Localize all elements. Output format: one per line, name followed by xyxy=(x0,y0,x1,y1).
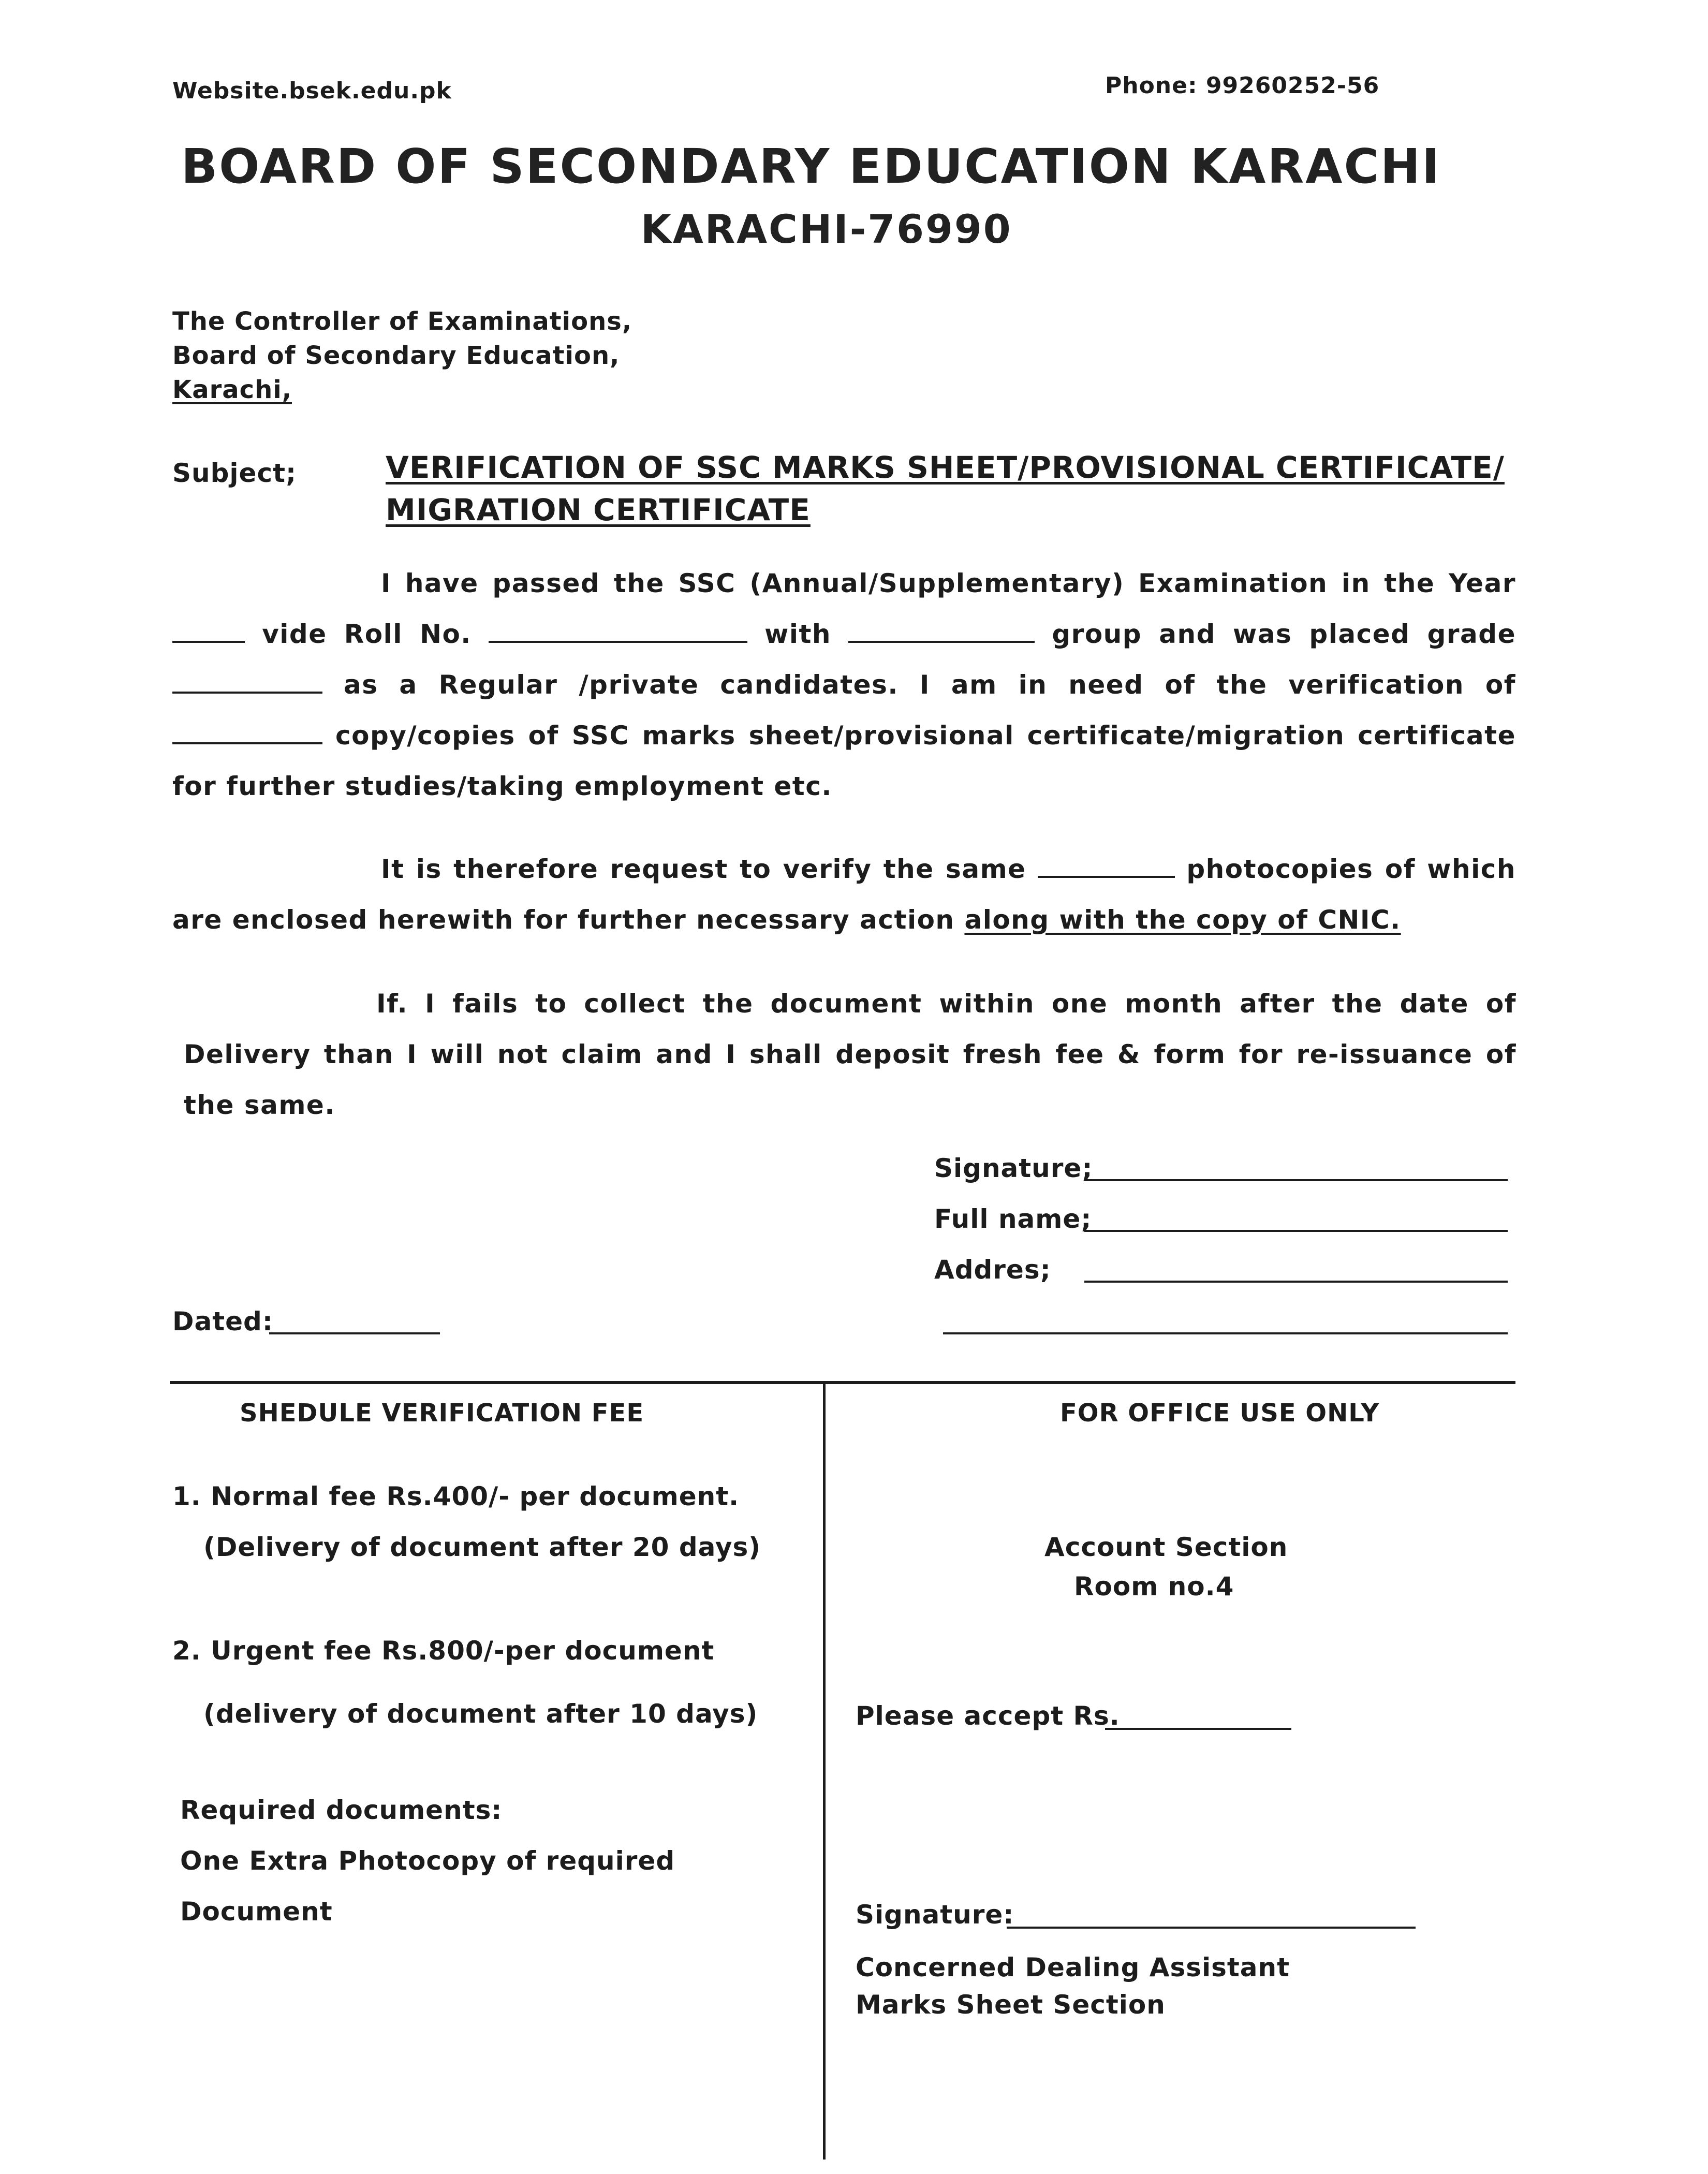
signature-label: Signature; xyxy=(934,1153,1093,1183)
dated-line[interactable] xyxy=(269,1332,440,1334)
cnic-note: along with the copy of CNIC. xyxy=(964,905,1401,935)
address-line-1[interactable] xyxy=(1084,1281,1508,1283)
office-signature-label: Signature: xyxy=(856,1900,1014,1930)
group-blank xyxy=(848,617,1035,643)
paragraph-verification-request xyxy=(172,844,1516,945)
table-column-divider xyxy=(823,1383,826,2160)
marks-sheet-section-text: Marks Sheet Section xyxy=(856,1990,1166,2020)
address-label: Addres; xyxy=(934,1255,1051,1285)
p1-text-a: I have passed the SSC (Annual/Supplementary) Examination in the Year xyxy=(381,568,1516,598)
paragraph-exam-details xyxy=(172,558,1516,812)
required-documents-line-2: Document xyxy=(180,1897,333,1927)
website-text: Website.bsek.edu.pk xyxy=(172,78,452,104)
page-title: BOARD OF SECONDARY EDUCATION KARACHI xyxy=(181,139,1441,194)
page-subtitle: KARACHI-76990 xyxy=(641,206,1012,252)
signature-line[interactable] xyxy=(1084,1179,1508,1181)
p1-text-d: group and was placed grade xyxy=(1052,619,1516,649)
addressee-block xyxy=(172,304,632,407)
paragraph-collection-note xyxy=(184,978,1516,1130)
p2-text-b: photocopies of which are enclosed herewith for further necessary action xyxy=(172,854,1516,935)
p3-text: If. I fails to collect the document within one month after the date of Delivery than I will not claim and I shall deposit fresh fee & form for re-issuance of the same. xyxy=(184,989,1516,1120)
fee-item-normal: 1. Normal fee Rs.400/- per document. xyxy=(172,1481,740,1511)
fee-schedule-heading: SHEDULE VERIFICATION FEE xyxy=(240,1399,644,1428)
account-section-text: Account Section xyxy=(1044,1532,1288,1562)
addressee-line-1: The Controller of Examinations, xyxy=(172,307,632,336)
phone-text: Phone: 99260252-56 xyxy=(1105,72,1380,99)
office-signature-line[interactable] xyxy=(1007,1927,1416,1929)
fullname-label: Full name; xyxy=(934,1204,1092,1234)
addressee-line-3: Karachi, xyxy=(172,375,292,404)
required-documents-label: Required documents: xyxy=(180,1795,503,1825)
subject-label: Subject; xyxy=(172,458,297,488)
table-top-rule xyxy=(170,1381,1515,1384)
subject-text xyxy=(386,446,1505,531)
copies-blank xyxy=(172,718,322,744)
year-blank xyxy=(172,617,245,643)
same-blank xyxy=(1038,852,1175,878)
p1-text-c: with xyxy=(764,619,831,649)
room-number-text: Room no.4 xyxy=(1074,1571,1234,1602)
p1-text-b: vide Roll No. xyxy=(262,619,472,649)
dealing-assistant-text: Concerned Dealing Assistant xyxy=(856,1952,1290,1982)
roll-no-blank xyxy=(489,617,747,643)
grade-blank xyxy=(172,668,322,694)
office-use-heading: FOR OFFICE USE ONLY xyxy=(1060,1399,1380,1428)
p1-text-e: as xyxy=(343,670,378,700)
p1-text-g: copy/copies of SSC marks sheet/provisional certificate/migration certificate for further studies/taking employment etc. xyxy=(172,721,1516,801)
address-line-2[interactable] xyxy=(943,1332,1508,1334)
accept-amount-line[interactable] xyxy=(1105,1728,1291,1730)
subject-line-2: MIGRATION CERTIFICATE xyxy=(386,492,811,527)
fee-item-urgent: 2. Urgent fee Rs.800/-per document xyxy=(172,1636,715,1666)
required-documents-line-1: One Extra Photocopy of required xyxy=(180,1846,675,1876)
fee-item-normal-note: (Delivery of document after 20 days) xyxy=(203,1532,761,1562)
accept-amount-label: Please accept Rs. xyxy=(856,1701,1120,1731)
addressee-line-2: Board of Secondary Education, xyxy=(172,341,620,370)
dated-label: Dated: xyxy=(172,1306,273,1336)
p1-text-f: a Regular /private candidates. I am in need of the verification of xyxy=(399,670,1516,700)
fee-item-urgent-note: (delivery of document after 10 days) xyxy=(203,1699,758,1729)
subject-line-1: VERIFICATION OF SSC MARKS SHEET/PROVISIONAL CERTIFICATE/ xyxy=(386,450,1505,485)
p2-text-a: It is therefore request to verify the same xyxy=(381,854,1026,884)
fullname-line[interactable] xyxy=(1084,1230,1508,1232)
